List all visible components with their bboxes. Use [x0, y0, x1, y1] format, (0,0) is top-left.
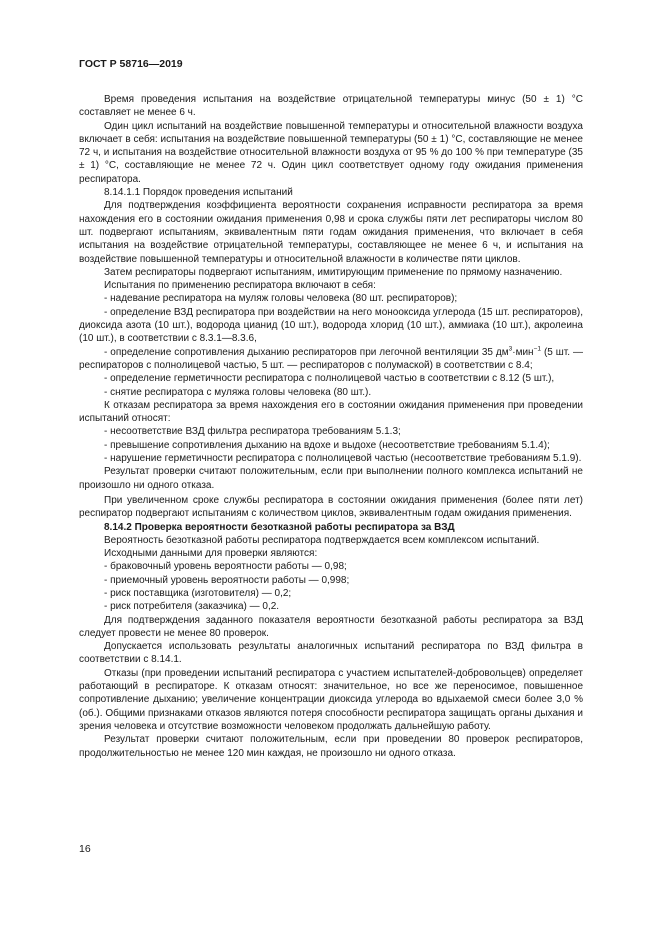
list-item: - нарушение герметичности респиратора с полнолицевой частью (несоответствие требованиям 5.1.9).	[104, 453, 582, 465]
paragraph: При увеличенном сроке службы респиратора в состоянии ожидания применения (более пяти лет) респиратор подвергают испытаниям с количеством циклов, эквивалентным годам ожидания применения.	[79, 494, 583, 520]
paragraph: Затем респираторы подвергают испытаниям, имитирующим применение по прямому назначению.	[104, 266, 563, 278]
document-header: ГОСТ Р 58716—2019	[79, 58, 183, 70]
list-item: - надевание респиратора на муляж головы человека (80 шт. респираторов);	[104, 293, 458, 305]
text-segment: (5 шт. — респираторов с полнолицевой частью, 5 шт. — респираторов с полумаской) в соответствии с 8.4;	[79, 346, 583, 371]
superscript: 3	[508, 345, 513, 353]
paragraph: Результат проверки считают положительным, если при выполнении полного комплекса испытаний не произошло ни одного отказа.	[79, 466, 583, 491]
paragraph: Вероятность безотказной работы респиратора подтверждается всем комплексом испытаний.	[104, 534, 540, 546]
text-segment: - определение сопротивления дыханию респираторов при легочной вентиляции 35 дм	[104, 346, 509, 358]
paragraph: Допускается использовать результаты аналогичных испытаний респиратора по ВЗД фильтра в соответствии с 8.14.1.	[79, 641, 583, 666]
list-item: - риск поставщика (изготовителя) — 0,2;	[104, 587, 292, 599]
paragraph: Для подтверждения коэффициента вероятности сохранения исправности респиратора за время нахождения его в состоянии ожидания применения 0,98 и срока службы пяти лет респираторы числом 80 шт. подвергают испытаниям, эквивалентным пяти годам ожидания применения, что включает в себя испытания на воздействие отрицательной температуры, составляющее не менее 6 ч, и испытания на воздействие повышенной температуры и относительной влажности в количестве пяти циклов.	[79, 200, 583, 265]
list-item: - определение ВЗД респиратора при воздействии на него монооксида углерода (15 шт. респираторов), диоксида азота (10 шт.), водорода цианид (10 шт.), водорода хлорид (10 шт.), аммиака (10 шт.), акролеина (10 шт.), в соответствии с 8.3.1—8.3.6,	[79, 306, 583, 345]
text-segment: ·мин	[512, 346, 534, 358]
superscript: −1	[533, 345, 541, 353]
paragraph: Отказы (при проведении испытаний респиратора с участием испытателей-добровольцев) определяет работающий в респираторе. К отказам относят: значительное, но все же переносимое, повышенное сопротивление дыханию; увеличение концентрации диоксида углерода во вдыхаемой смеси более 3,0 % (об.). Общими признаками отказов являются потеря способности респиратора защищать органы дыхания и зрения человека и отсутствие возможности человеком продолжать дальнейшую работу.	[79, 667, 583, 732]
paragraph: Для подтверждения заданного показателя вероятности безотказной работы респиратора за ВЗД следует провести не менее 80 проверок.	[79, 614, 583, 639]
paragraph: Исходными данными для проверки являются:	[104, 548, 318, 560]
paragraph: Результат проверки считают положительным, если при проведении 80 проверок респираторов, продолжительностью не менее 120 мин каждая, не произошло ни одного отказа.	[79, 734, 583, 759]
subsection-title: 8.14.1.1 Порядок проведения испытаний	[104, 187, 293, 199]
list-item: - превышение сопротивления дыханию на вдохе и выдохе (несоответствие требованиям 5.1.4);	[104, 439, 550, 451]
paragraph: Испытания по применению респиратора включают в себя:	[104, 280, 376, 292]
document-body	[79, 93, 583, 760]
page-number: 16	[79, 843, 91, 855]
list-item: - определение герметичности респиратора с полнолицевой частью в соответствии с 8.12 (5 шт.),	[104, 373, 555, 385]
section-heading: 8.14.2 Проверка вероятности безотказной работы респиратора за ВЗД	[104, 521, 455, 533]
paragraph: К отказам респиратора за время нахождения его в состоянии ожидания применения при проведении испытаний относят:	[79, 399, 583, 425]
list-item: - снятие респиратора с муляжа головы человека (80 шт.).	[104, 386, 372, 398]
paragraph: Время проведения испытания на воздействие отрицательной температуры минус (50 ± 1) °С составляет не менее 6 ч.	[79, 94, 583, 119]
list-item: - риск потребителя (заказчика) — 0,2.	[104, 601, 280, 613]
list-item	[79, 346, 583, 373]
list-item: - браковочный уровень вероятности работы — 0,98;	[104, 561, 347, 573]
list-item: - несоответствие ВЗД фильтра респиратора требованиям 5.1.3;	[104, 426, 401, 438]
paragraph: Один цикл испытаний на воздействие повышенной температуры и относительной влажности воздуха включает в себя: испытания на воздействие повышенной температуры (50 ± 1) °С, составляющие не менее 72 ч, и испытания на воздействие относительной влажности воздуха от 95 % до 100 % при температуре (35 ± 1) °С, составляющие не менее 72 ч. Один цикл соответствует одному году ожидания применения респиратора.	[79, 120, 583, 185]
list-item: - приемочный уровень вероятности работы — 0,998;	[104, 574, 350, 586]
